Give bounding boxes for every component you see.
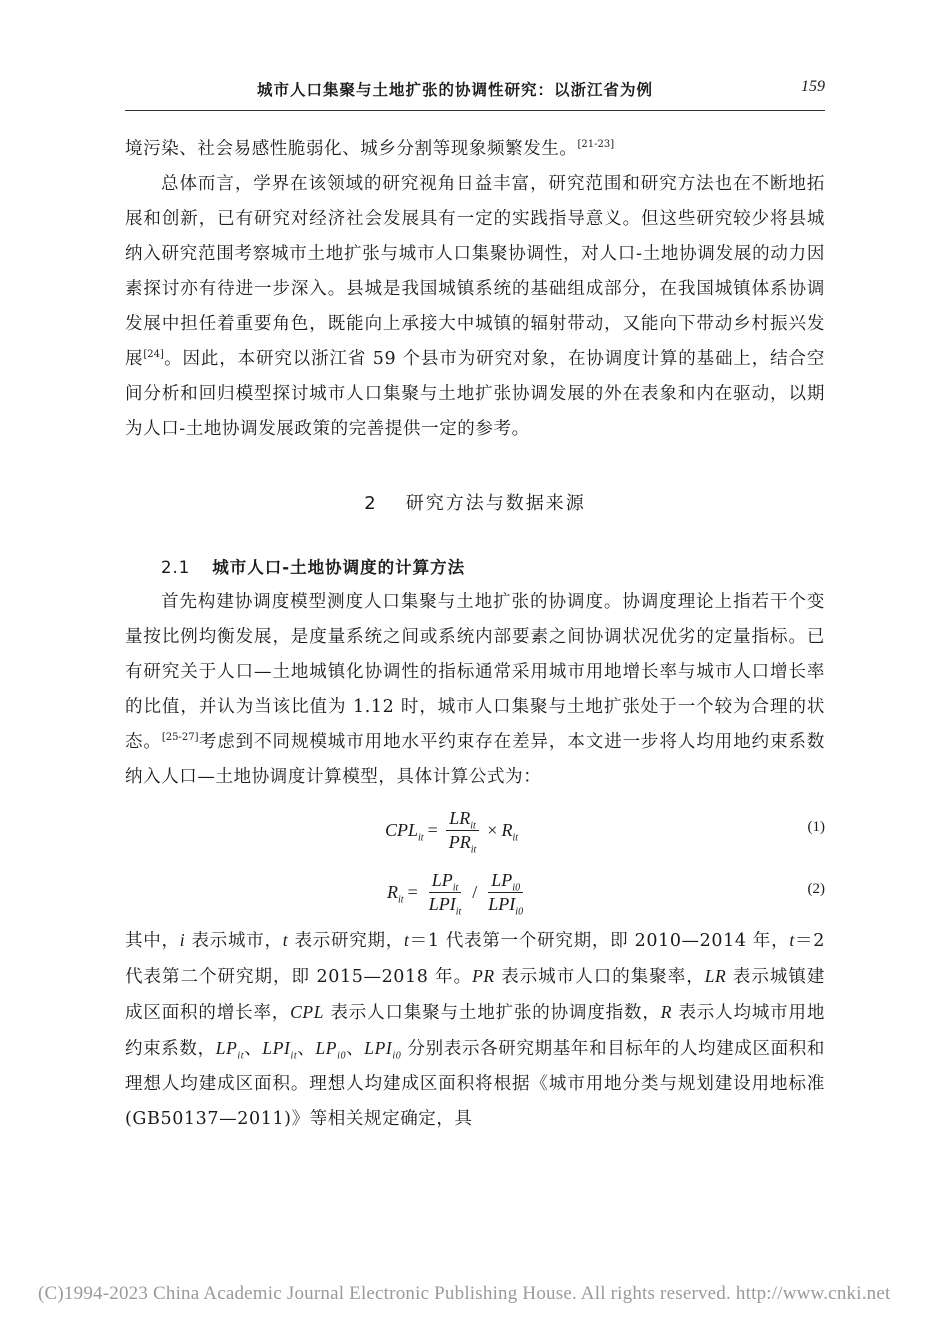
equals-sign: = [427,819,438,840]
running-title: 城市人口集聚与土地扩张的协调性研究：以浙江省为例 [256,81,653,99]
section-title: 研究方法与数据来源 [405,493,586,514]
citation: [24] [143,349,164,361]
subsection-title: 城市人口-土地协调度的计算方法 [212,558,466,577]
equation-1 [125,801,825,859]
copyright-footer: (C)1994-2023 China Academic Journal Electronic Publishing House. All rights reserved. http://www.cnki.net [38,1283,891,1304]
paragraph-1: 境污染、社会易感性脆弱化、城乡分割等现象频繁发生。[21-23] [125,139,615,159]
eq2-fraction-2: $\frac{LP_{i0}}{LPI_{i0}}$ [488,869,524,918]
subsection-number: 2.1 [161,558,191,577]
eq1-rhs: $R_{it}$ [501,819,519,844]
header-rule [125,110,825,111]
article-body [125,132,825,1137]
subsection-heading [161,551,825,585]
paragraph-4: 其中，i 表示城市，t 表示研究期，t＝1 代表第一个研究期，即 2010—2014 年，t＝2 代表第二个研究期，即 2015—2018 年。PR 表示城市人口的集聚率，LR 表示城镇建成区面积的增长率，CPL 表示人口集聚与土地扩张的协调度指数，R 表示人均城市用地约束系数，$LP_{it}$、$LPI_{it}$、$LP_{i0}$、$LPI_{i0}$ 分别表示各研究期基年和目标年的人均建成区面积和理想人均建成区面积。理想人均建成区面积将根据《城市用地分类与规划建设用地标准(GB50137—2011)》等相关规定确定，具 [125,930,826,1129]
section-heading [125,489,825,515]
times-sign: × [487,819,498,840]
equation-2 [125,863,825,921]
slash-sign: / [472,881,478,902]
eq1-fraction: $\frac{LR_{it}}{PR_{it}}$ [446,808,480,853]
equals-sign: = [407,881,418,902]
eq1-lhs: $CPL_{it}$ [385,819,424,844]
citation: [25-27] [161,732,199,744]
paragraph-3: 首先构建协调度模型测度人口集聚与土地扩张的协调度。协调度理论上指若干个变量按比例均衡发展，是度量系统之间或系统内部要素之间协调状况优劣的定量指标。已有研究关于人口—土地城镇化协调性的指标通常采用城市用地增长率与城市人口增长率的比值，并认为当该比值为 1.12 时，城市人口集聚与土地扩张处于一个较为合理的状态。[25-27]考虑到不同规模城市用地水平约束存在差异，本文进一步将人均用地约束系数纳入人口—土地协调度计算模型，具体计算公式为： [125,592,825,787]
eq2-fraction-1: $\frac{LP_{it}}{LPI_{it}}$ [428,869,462,918]
section-number: 2 [364,493,378,514]
paragraph-2: 总体而言，学界在该领域的研究视角日益丰富，研究范围和研究方法也在不断地拓展和创新，已有研究对经济社会发展具有一定的实践指导意义。但这些研究较少将县城纳入研究范围考察城市土地扩张与城市人口集聚协调性，对人口-土地协调发展的动力因素探讨亦有待进一步深入。县城是我国城镇系统的基础组成部分，在我国城镇体系协调发展中担任着重要角色，既能向上承接大中城镇的辐射带动，又能向下带动乡村振兴发展[24]。因此，本研究以浙江省 59 个县市为研究对象，在协调度计算的基础上，结合空间分析和回归模型探讨城市人口集聚与土地扩张协调发展的外在表象和内在驱动，以期为人口-土地协调发展政策的完善提供一定的参考。 [125,174,825,439]
page-number: 159 [801,78,825,95]
eq2-lhs: $R_{it}$ [387,881,404,906]
equation-number: (2) [807,881,825,897]
page-header [125,78,825,102]
citation: [21-23] [577,139,615,151]
equation-number: (1) [807,819,825,835]
